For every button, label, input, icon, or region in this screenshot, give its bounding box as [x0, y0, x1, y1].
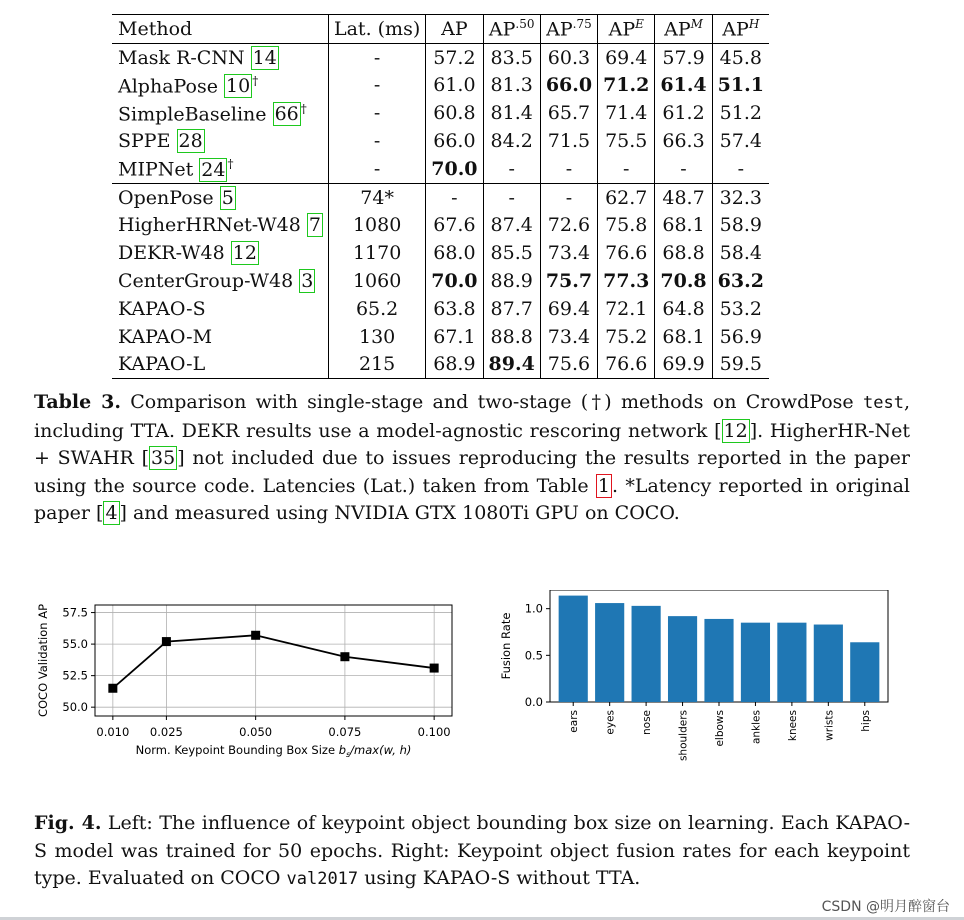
bar: [814, 625, 843, 702]
dagger-mark: †: [227, 157, 234, 172]
metric-cell: 76.6: [598, 239, 655, 267]
metric-cell: 66.0: [540, 72, 597, 100]
latency-cell: 130: [328, 323, 425, 351]
y-tick-label: 57.5: [62, 605, 88, 620]
metric-cell: 60.3: [540, 43, 597, 71]
metric-cell: 70.0: [426, 267, 483, 295]
figure-caption-label: Fig. 4.: [34, 812, 102, 834]
metric-cell: 87.7: [483, 295, 540, 323]
x-tick-label: hips: [859, 710, 872, 732]
y-tick-label: 1.0: [524, 601, 543, 616]
x-tick-label: knees: [786, 710, 799, 742]
metric-cell: 68.0: [426, 239, 483, 267]
bar-chart: [499, 590, 888, 761]
comparison-table: [112, 14, 769, 379]
metric-cell: 72.1: [598, 295, 655, 323]
metric-cell: -: [540, 155, 597, 183]
latency-cell: 1060: [328, 267, 425, 295]
metric-cell: 87.4: [483, 212, 540, 240]
x-tick-label: 0.075: [328, 725, 362, 739]
watermark: CSDN @明月醉窗台: [821, 899, 950, 915]
code-val2017: val2017: [286, 869, 359, 890]
bar: [668, 616, 697, 702]
metric-cell: 65.7: [540, 99, 597, 127]
col-header-apm: $AP^M$: [655, 15, 712, 44]
metric-cell: 61.4: [655, 72, 712, 100]
method-cell: KAPAO-M: [112, 323, 328, 351]
metric-cell: 68.1: [655, 323, 712, 351]
x-tick-label: 0.025: [149, 725, 183, 739]
table-row: [112, 267, 769, 295]
metric-cell: 71.5: [540, 127, 597, 155]
bar: [741, 623, 770, 702]
bar: [559, 596, 588, 702]
method-cell: KAPAO-S: [112, 295, 328, 323]
x-tick-label: wrists: [823, 710, 836, 741]
y-tick-label: 0.0: [524, 695, 543, 709]
metric-cell: 75.2: [598, 323, 655, 351]
table-row: [112, 323, 769, 351]
table-row: [112, 127, 769, 155]
table-row: [112, 212, 769, 240]
table-row: [112, 239, 769, 267]
series-line: [113, 635, 434, 688]
line-chart: [36, 604, 452, 759]
metric-cell: 68.1: [655, 212, 712, 240]
bar: [595, 603, 624, 702]
col-header-ap: AP: [426, 15, 483, 44]
citation-link[interactable]: 66: [274, 102, 299, 125]
method-cell: CenterGroup-W48 3: [112, 267, 328, 295]
metric-cell: 48.7: [655, 183, 712, 211]
latency-cell: 65.2: [328, 295, 425, 323]
latency-cell: -: [328, 127, 425, 155]
x-tick-label: elbows: [714, 710, 726, 747]
metric-cell: 32.3: [712, 183, 769, 211]
x-tick-label: nose: [641, 710, 654, 736]
col-header-method: Method: [112, 15, 328, 44]
table-row: [112, 43, 769, 71]
y-tick-label: 50.0: [62, 700, 88, 715]
metric-cell: 84.2: [483, 127, 540, 155]
y-tick-label: 52.5: [62, 668, 88, 683]
citation-link[interactable]: 5: [221, 186, 234, 209]
col-header-latency: Lat. (ms): [328, 15, 425, 44]
figure-charts-svg: [0, 590, 964, 790]
metric-cell: -: [483, 183, 540, 211]
x-tick-label: ears: [568, 710, 581, 733]
metric-cell: 88.8: [483, 323, 540, 351]
metric-cell: 57.4: [719, 130, 762, 153]
metric-cell: 57.2: [426, 43, 483, 71]
metric-cell: -: [426, 183, 483, 211]
metric-cell: 58.9: [719, 214, 762, 237]
metric-cell: -: [483, 155, 540, 183]
metric-cell: 89.4: [483, 351, 540, 379]
metric-cell: 57.9: [655, 43, 712, 71]
table-caption: Table 3. Comparison with single-stage and two-stage (†) methods on CrowdPose test, including TTA. DEKR results use a model-agnostic rescoring network [ 12 ]. HigherHR-Net + SWAHR [ 35 ] not included due to issues reproducing the results reported in the paper using the source code. Latencies (Lat.) taken from Table 1 . *Latency reported in original paper [ 4 ] and measured using NVIDIA GTX 1080Ti GPU on COCO.: [34, 391, 911, 525]
metric-cell: 77.3: [598, 267, 655, 295]
data-point: [108, 684, 117, 693]
table-header-row: [112, 15, 769, 44]
metric-cell: 75.8: [598, 212, 655, 240]
code-test: test: [863, 393, 904, 413]
metric-cell: 70.8: [655, 267, 712, 295]
table-row: [112, 351, 769, 379]
metric-cell: 76.6: [598, 351, 655, 379]
citation-link[interactable]: 28: [178, 130, 203, 153]
metric-cell: 60.8: [426, 99, 483, 127]
metric-cell: 69.4: [540, 295, 597, 323]
x-tick-label: 0.050: [239, 725, 273, 739]
method-cell: AlphaPose 10 †: [112, 72, 328, 100]
metric-cell: 62.7: [598, 183, 655, 211]
bar: [632, 606, 661, 702]
y-axis-label: COCO Validation AP: [36, 603, 50, 718]
data-point: [251, 631, 260, 640]
data-point: [430, 664, 439, 673]
x-tick-label: 0.010: [96, 725, 130, 739]
bar: [850, 642, 879, 702]
metric-cell: 59.5: [712, 351, 769, 379]
citation-link[interactable]: 3: [301, 270, 314, 293]
results-table: [112, 14, 822, 379]
metric-cell: -: [598, 155, 655, 183]
citation-link[interactable]: 35: [151, 447, 176, 470]
metric-cell: 73.4: [540, 323, 597, 351]
citation-link[interactable]: 12: [723, 419, 748, 442]
metric-cell: 83.5: [483, 43, 540, 71]
x-axis-label: Norm. Keypoint Bounding Box Size $b_s/\max(w$, h): [135, 743, 412, 759]
method-cell: DEKR-W48 12: [112, 239, 328, 267]
metric-cell: 51.2: [719, 102, 762, 125]
metric-cell: 63.8: [426, 295, 483, 323]
method-cell: OpenPose 5: [112, 183, 328, 211]
table-caption-label: Table 3.: [34, 391, 121, 413]
metric-cell: 58.4: [719, 242, 762, 265]
metric-cell: 68.8: [655, 239, 712, 267]
data-point: [340, 652, 349, 661]
metric-cell: 68.9: [426, 351, 483, 379]
citation-link[interactable]: 4: [105, 502, 118, 525]
col-header-ap50: $AP^{.50}$: [483, 15, 540, 44]
latency-cell: -: [328, 99, 425, 127]
latency-cell: 215: [328, 351, 425, 379]
table-row: [112, 72, 769, 100]
metric-cell: -: [540, 183, 597, 211]
table-row: [112, 99, 769, 127]
x-tick-label: ankles: [750, 710, 763, 745]
data-point: [162, 637, 171, 646]
metric-cell: 61.2: [655, 99, 712, 127]
metric-cell: -: [655, 155, 712, 183]
metric-cell: 56.9: [719, 325, 762, 348]
metric-cell: 88.9: [483, 267, 540, 295]
figure-4: [0, 590, 964, 794]
metric-cell: 73.4: [540, 239, 597, 267]
latency-cell: 1170: [328, 239, 425, 267]
y-tick-label: 0.5: [524, 648, 543, 663]
metric-cell: 51.1: [717, 74, 764, 97]
latency-cell: -: [328, 43, 425, 71]
metric-cell: 66.3: [655, 127, 712, 155]
citation-link[interactable]: 12: [232, 242, 257, 265]
latency-cell: -: [328, 155, 425, 183]
metric-cell: 81.4: [483, 99, 540, 127]
method-cell: KAPAO-L: [112, 351, 328, 379]
x-tick-label: shoulders: [677, 710, 690, 762]
metric-cell: 66.0: [426, 127, 483, 155]
latency-cell: 1080: [328, 212, 425, 240]
metric-cell: 64.8: [655, 295, 712, 323]
metric-cell: 75.7: [540, 267, 597, 295]
metric-cell: 70.0: [426, 155, 483, 183]
x-tick-label: eyes: [604, 710, 617, 735]
y-axis-label: Fusion Rate: [499, 612, 513, 680]
table-ref-link[interactable]: 1: [597, 474, 610, 497]
metric-cell: 45.8: [719, 46, 762, 69]
method-cell: HigherHRNet-W48 7: [112, 212, 328, 240]
dagger-mark: †: [252, 73, 259, 88]
citation-link[interactable]: 24: [201, 158, 226, 181]
metric-cell: 69.4: [598, 43, 655, 71]
col-header-ap75: $AP^{.75}$: [540, 15, 597, 44]
metric-cell: 53.2: [719, 297, 762, 320]
metric-cell: -: [737, 157, 744, 180]
citation-link[interactable]: 14: [252, 46, 277, 69]
y-tick-label: 55.0: [62, 637, 88, 652]
method-cell: MIPNet 24 †: [112, 155, 328, 183]
method-cell: SPPE 28: [112, 127, 328, 155]
metric-cell: 71.2: [598, 72, 655, 100]
table-row: [112, 183, 769, 211]
metric-cell: 75.6: [540, 351, 597, 379]
col-header-ape: $AP^E$: [598, 15, 655, 44]
plot-frame: [95, 605, 452, 716]
table-row: [112, 295, 769, 323]
x-tick-label: 0.100: [417, 725, 451, 739]
col-header-aph: $AP^H$: [712, 15, 769, 44]
metric-cell: 69.9: [655, 351, 712, 379]
method-cell: Mask R-CNN 14: [112, 43, 328, 71]
latency-cell: -: [328, 72, 425, 100]
bar: [704, 619, 733, 702]
latency-cell: 74*: [328, 183, 425, 211]
citation-link[interactable]: 10: [226, 75, 251, 98]
figure-caption: Fig. 4. Left: The influence of keypoint object bounding box size on learning. Each KAPAO-S model was trained for 50 epochs. Right: Keypoint object fusion rates for each keypoint type. Evaluated on COCO val2017 using KAPAO-S without TTA.: [34, 812, 910, 890]
metric-cell: 75.5: [598, 127, 655, 155]
metric-cell: 71.4: [598, 99, 655, 127]
table-row: [112, 155, 769, 183]
citation-link[interactable]: 7: [308, 214, 321, 237]
metric-cell: 85.5: [483, 239, 540, 267]
metric-cell: 67.1: [426, 323, 483, 351]
metric-cell: 72.6: [540, 212, 597, 240]
metric-cell: 63.2: [717, 270, 764, 293]
dagger-mark: †: [300, 101, 307, 116]
metric-cell: 81.3: [483, 72, 540, 100]
metric-cell: 61.0: [426, 72, 483, 100]
metric-cell: 67.6: [426, 212, 483, 240]
bar: [777, 623, 806, 702]
method-cell: SimpleBaseline 66 †: [112, 99, 328, 127]
